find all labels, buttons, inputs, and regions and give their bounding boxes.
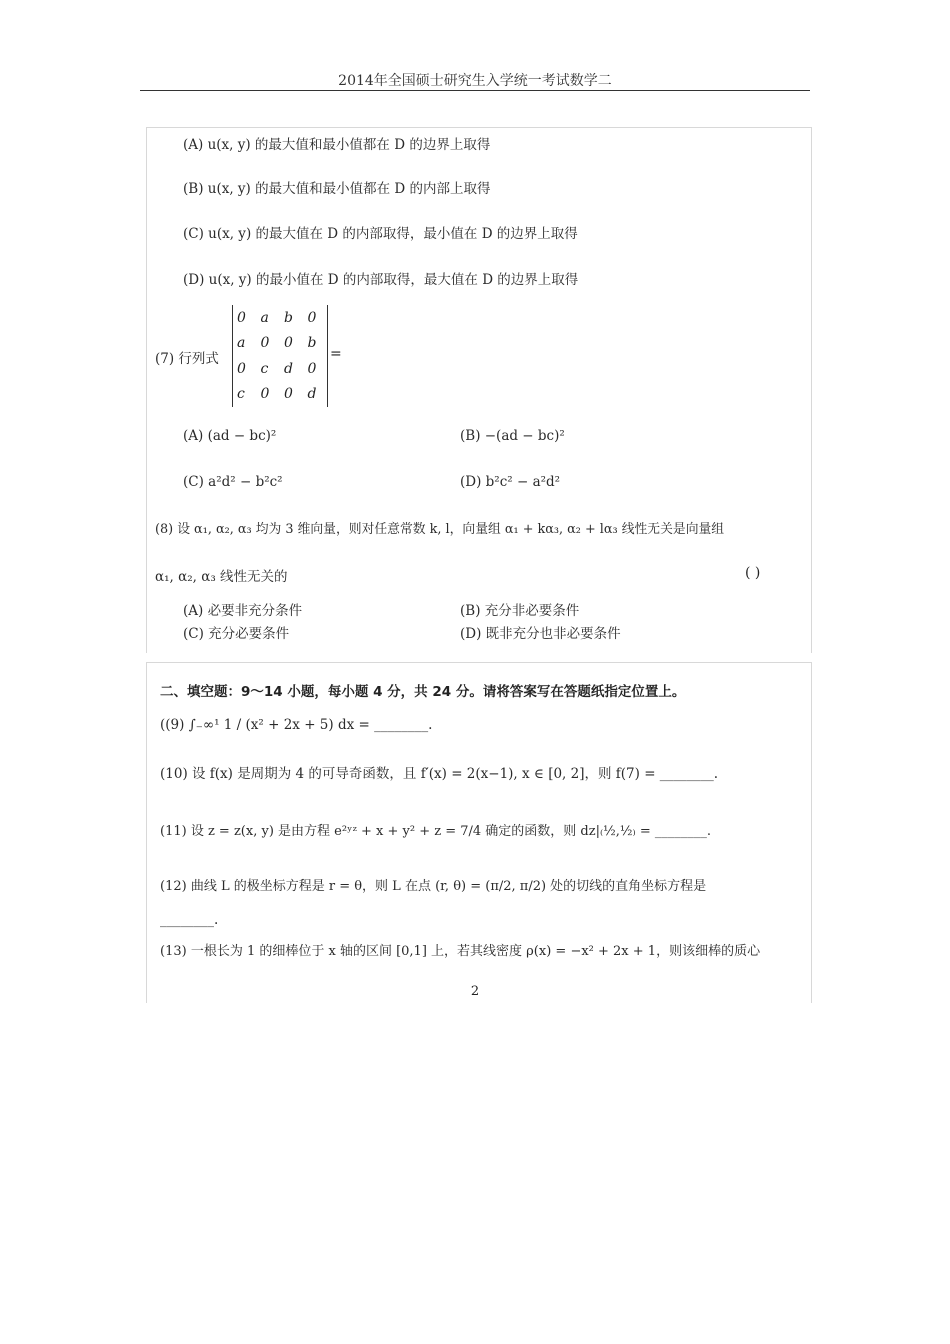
q8-stem-line1: (8) 设 α₁, α₂, α₃ 均为 3 维向量，则对任意常数 k, l，向量组 α₁ + kα₃, α₂ + lα₃ 线性无关是向量组: [155, 522, 725, 537]
q7-equals-sign: =: [330, 346, 342, 362]
matrix-cell: a: [237, 335, 246, 352]
q10-text: (10) 设 f(x) 是周期为 4 的可导奇函数，且 f′(x) = 2(x−1), x ∈ [0, 2]，则 f(7) = ________.: [160, 766, 719, 782]
q7-option-c: (C) a²d² − b²c²: [183, 474, 283, 490]
matrix-cell: a: [260, 309, 269, 326]
matrix-cell: c: [237, 386, 245, 403]
q8-option-c: (C) 充分必要条件: [183, 626, 290, 642]
matrix-cell: d: [284, 360, 293, 377]
q6-option-a: (A) u(x, y) 的最大值和最小值都在 D 的边界上取得: [183, 137, 491, 153]
q6-option-b: (B) u(x, y) 的最大值和最小值都在 D 的内部上取得: [183, 181, 491, 197]
q11-text: (11) 设 z = z(x, y) 是由方程 e²ʸᶻ + x + y² + z = 7/4 确定的函数，则 dz|₍½,½₎ = ________.: [160, 824, 711, 839]
matrix-cell: 0: [237, 360, 246, 377]
q8-option-b: (B) 充分非必要条件: [460, 603, 580, 619]
q7-label: (7) 行列式: [155, 351, 219, 367]
q7-option-b: (B) −(ad − bc)²: [460, 428, 565, 444]
q6-option-d: (D) u(x, y) 的最小值在 D 的内部取得，最大值在 D 的边界上取得: [183, 272, 579, 288]
matrix-cell: c: [260, 360, 269, 377]
matrix-cell: 0: [307, 360, 317, 377]
matrix-cell: 0: [260, 386, 270, 403]
matrix-cell: d: [307, 386, 317, 403]
q7-option-d: (D) b²c² − a²d²: [460, 474, 561, 490]
q7-option-a: (A) (ad − bc)²: [183, 428, 277, 444]
page-number: 2: [470, 984, 480, 999]
q8-option-d: (D) 既非充分也非必要条件: [460, 626, 621, 642]
header-rule: [140, 90, 810, 91]
q13-text: (13) 一根长为 1 的细棒位于 x 轴的区间 [0,1] 上，若其线密度 ρ(x) = −x² + 2x + 1，则该细棒的质心: [160, 944, 761, 959]
q12-text-line2: ________.: [160, 912, 219, 928]
q8-stem-line2: α₁, α₂, α₃ 线性无关的: [155, 569, 288, 585]
section2-title: 二、填空题：9～14 小题，每小题 4 分，共 24 分。请将答案写在答题纸指定位置上。: [160, 684, 686, 700]
q12-text-line1: (12) 曲线 L 的极坐标方程是 r = θ，则 L 在点 (r, θ) = (π/2, π/2) 处的切线的直角坐标方程是: [160, 879, 707, 894]
matrix-cell: 0: [237, 309, 246, 326]
q7-determinant: [232, 305, 328, 407]
matrix-cell: b: [307, 335, 317, 352]
matrix-cell: 0: [260, 335, 270, 352]
q6-option-c: (C) u(x, y) 的最大值在 D 的内部取得，最小值在 D 的边界上取得: [183, 226, 578, 242]
matrix-cell: b: [284, 309, 293, 326]
matrix-cell: 0: [307, 309, 317, 326]
q8-answer-paren: ( ): [745, 565, 761, 581]
page-header-title: 2014年全国硕士研究生入学统一考试数学二: [338, 73, 612, 89]
matrix-cell: 0: [284, 335, 293, 352]
q9-text: ((9) ∫₋∞¹ 1 / (x² + 2x + 5) dx = ________.: [160, 717, 433, 733]
q8-option-a: (A) 必要非充分条件: [183, 603, 303, 619]
matrix-cell: 0: [284, 386, 293, 403]
